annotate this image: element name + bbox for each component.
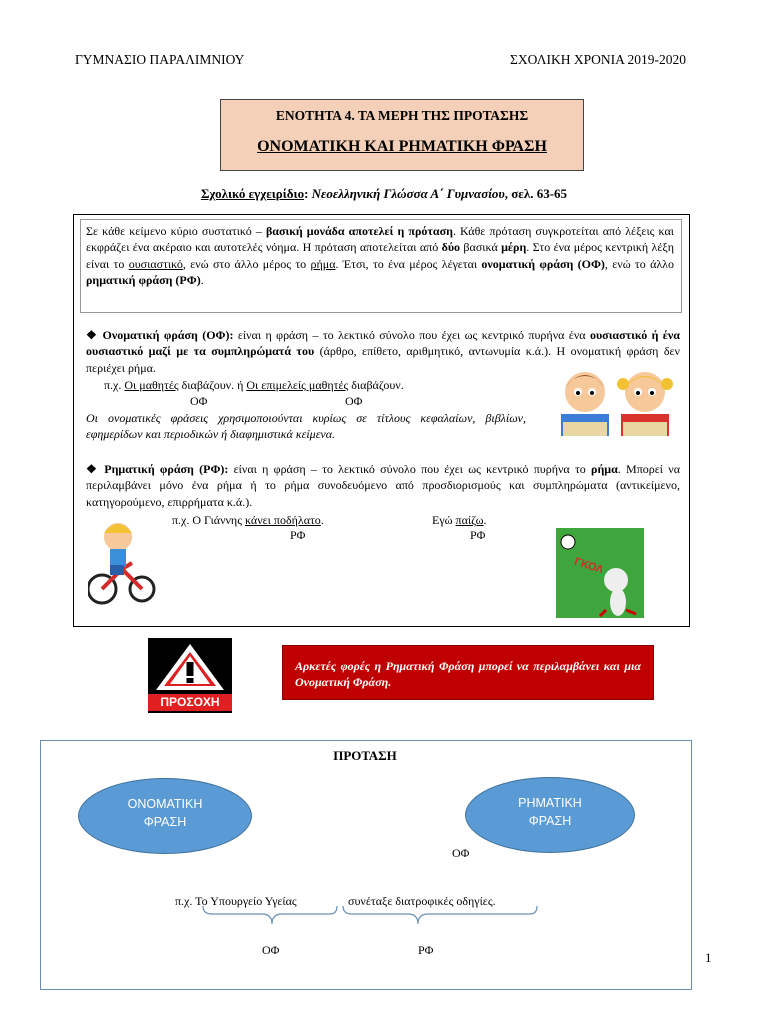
rf-example-1: π.χ. Ο Γιάννης κάνει ποδήλατο. (172, 513, 324, 527)
diagram-title: ΠΡΟΤΑΣΗ (333, 748, 397, 763)
goal-illustration (556, 528, 644, 618)
rf-tag-1: ΡΦ (290, 528, 306, 542)
of-example: π.χ. Οι μαθητές διαβάζουν. ή Οι επιμελείς μαθητές διαβάζουν. (104, 378, 404, 392)
school-name: ΓΥΜΝΑΣΙΟ ΠΑΡΑΛΙΜΝΙΟΥ (75, 52, 245, 67)
warning-note-box (282, 645, 654, 700)
rf-example-2: Εγώ παίζω. (432, 513, 487, 527)
title-box (220, 99, 584, 171)
children-reading-illustration (553, 362, 681, 442)
of-tag-1: ΟΦ (190, 394, 208, 408)
of-top-label: ΟΦ (452, 846, 470, 860)
rf-tag-2: ΡΦ (470, 528, 486, 542)
warning-triangle-icon (148, 638, 232, 694)
bullet-icon: ❖ (86, 328, 99, 342)
of-italic-note: Οι ονοματικές φράσεις χρησιμοποιούνται κυρίως σε τίτλους κεφαλαίων, βιβλίων, εφημερίδων και περιοδικών ή διαφημιστικά κείμενα. (86, 411, 526, 442)
warning-label: ΠΡΟΣΟΧΗ (148, 694, 232, 711)
child-cycling-illustration (88, 515, 156, 607)
bullet-icon: ❖ (86, 462, 100, 476)
textbook-reference: Σχολικό εγχειρίδιο: Νεοελληνική Γλώσσα Α΄ Γυμνασίου, σελ. 63-65 (200, 186, 568, 201)
of-bottom-label: ΟΦ (262, 943, 280, 957)
rf-bottom-label: ΡΦ (418, 943, 434, 957)
textbook-pages: , σελ. 63-65 (504, 186, 568, 201)
verb-phrase-oval: ΡΗΜΑΤΙΚΗ ΦΡΑΣΗ (465, 777, 635, 853)
rf-definition: ❖ Ρηματική φράση (ΡΦ): είναι η φράση – το λεκτικό σύνολο που έχει ως κεντρικό πυρήνα το ρήμα. Μπορεί να περιλαμβάνει μόνο ένα ρήμα ή το ρήμα συνοδευόμενο από προσδιορισμούς και συμπληρώματα (αντικείμενο, κατηγορούμενο, επιρρήματα κ.ά.). (86, 462, 681, 509)
of-tag-2: ΟΦ (345, 394, 363, 408)
of-definition: ❖ Ονοματική φράση (ΟΦ): είναι η φράση – το λεκτικό σύνολο που έχει ως κεντρικό πυρήνα ένα ουσιαστικό ή ένα ουσιαστικό μαζί με τα συμπληρώματά του (άρθρο, επίθετο, αριθμητικό, αντωνυμία κ.ά.). Η ονοματική φράση δεν περιέχει ρήμα. (86, 328, 680, 375)
example-predicate: συνέταξε διατροφικές οδηγίες. (348, 894, 496, 908)
textbook-label: Σχολικό εγχειρίδιο (200, 186, 305, 201)
main-title: ΟΝΟΜΑΤΙΚΗ ΚΑΙ ΡΗΜΑΤΙΚΗ ΦΡΑΣΗ (257, 138, 547, 155)
unit-title: ΕΝΟΤΗΤΑ 4. ΤΑ ΜΕΡΗ ΤΗΣ ΠΡΟΤΑΣΗΣ (275, 108, 529, 123)
goal-text: ΓΚΟΛ (572, 555, 605, 577)
textbook-title: Νεοελληνική Γλώσσα Α΄ Γυμνασίου (311, 186, 505, 201)
page-number: 1 (705, 950, 712, 965)
school-year: ΣΧΟΛΙΚΗ ΧΡΟΝΙΑ 2019-2020 (510, 52, 686, 67)
diagram-brackets (200, 880, 560, 940)
intro-paragraph: Σε κάθε κείμενο κύριο συστατικό – βασική μονάδα αποτελεί η πρόταση. Κάθε πρόταση συγκροτείται από λέξεις και εκφράζει ένα ακέραιο και αυτοτελές νόημα. Η πρόταση αποτελείται από δύο βασικά μέρη. Στο ένα μέρος κεντρική λέξη είναι το ουσιαστικό, ενώ στο άλλο μέρος το ρήμα. Έτσι, το ένα μέρος λέγεται ονοματική φράση (ΟΦ), ενώ το άλλο ρηματική φράση (ΡΦ). (86, 224, 674, 287)
example-subject: π.χ. Το Υπουργείο Υγείας (175, 894, 297, 908)
warning-sign (148, 638, 232, 713)
noun-phrase-oval: ΟΝΟΜΑΤΙΚΗ ΦΡΑΣΗ (78, 778, 252, 854)
warning-note: Αρκετές φορές η Ρηματική Φράση μπορεί να περιλαμβάνει και μια Ονοματική Φράση. (295, 659, 641, 689)
